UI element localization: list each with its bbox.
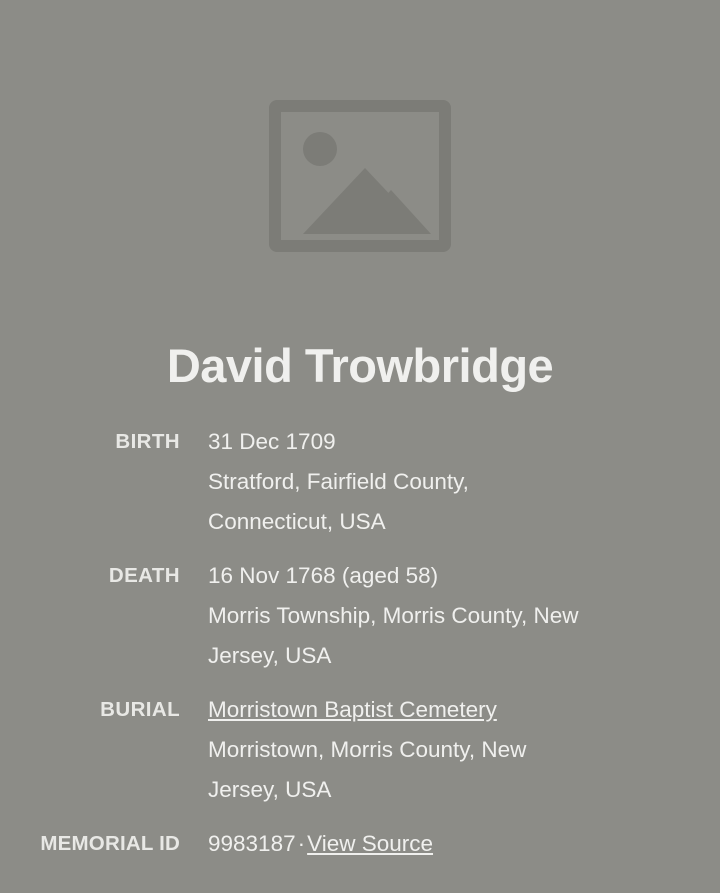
fact-value-death <box>208 556 579 676</box>
photo-placeholder-container <box>0 0 720 252</box>
fact-label-death: DEATH <box>108 563 180 587</box>
fact-row-burial <box>0 690 706 810</box>
fact-value-memorial-id <box>208 824 433 864</box>
memorial-separator: · <box>297 830 306 856</box>
image-placeholder-icon <box>269 100 451 252</box>
sun-icon <box>303 132 337 166</box>
fact-row-birth <box>0 422 706 542</box>
death-date: 16 Nov 1768 (aged 58) <box>208 562 439 588</box>
birth-place-line2: Connecticut, USA <box>208 508 386 534</box>
mountain-icon <box>303 168 427 234</box>
burial-place-line2: Jersey, USA <box>208 776 332 802</box>
fact-label-birth: BIRTH <box>115 429 180 453</box>
fact-row-memorial-id <box>0 824 706 864</box>
image-placeholder-inner <box>287 118 433 234</box>
burial-place-line1: Morristown, Morris County, New <box>208 736 527 762</box>
fact-label-burial: BURIAL <box>100 697 180 721</box>
fact-list <box>0 422 720 864</box>
fact-value-burial <box>208 690 526 810</box>
page-title: David Trowbridge <box>166 339 554 392</box>
fact-row-death <box>0 556 706 676</box>
birth-place-line1: Stratford, Fairfield County, <box>208 468 469 494</box>
view-source-link[interactable]: View Source <box>307 830 434 856</box>
memorial-id-value: 9983187 <box>208 830 296 856</box>
fact-value-birth <box>208 422 469 542</box>
death-place-line2: Jersey, USA <box>208 642 332 668</box>
fact-label-memorial-id: MEMORIAL ID <box>40 831 180 855</box>
cemetery-link[interactable]: Morristown Baptist Cemetery <box>208 696 497 722</box>
birth-date: 31 Dec 1709 <box>208 428 336 454</box>
death-place-line1: Morris Township, Morris County, New <box>208 602 579 628</box>
